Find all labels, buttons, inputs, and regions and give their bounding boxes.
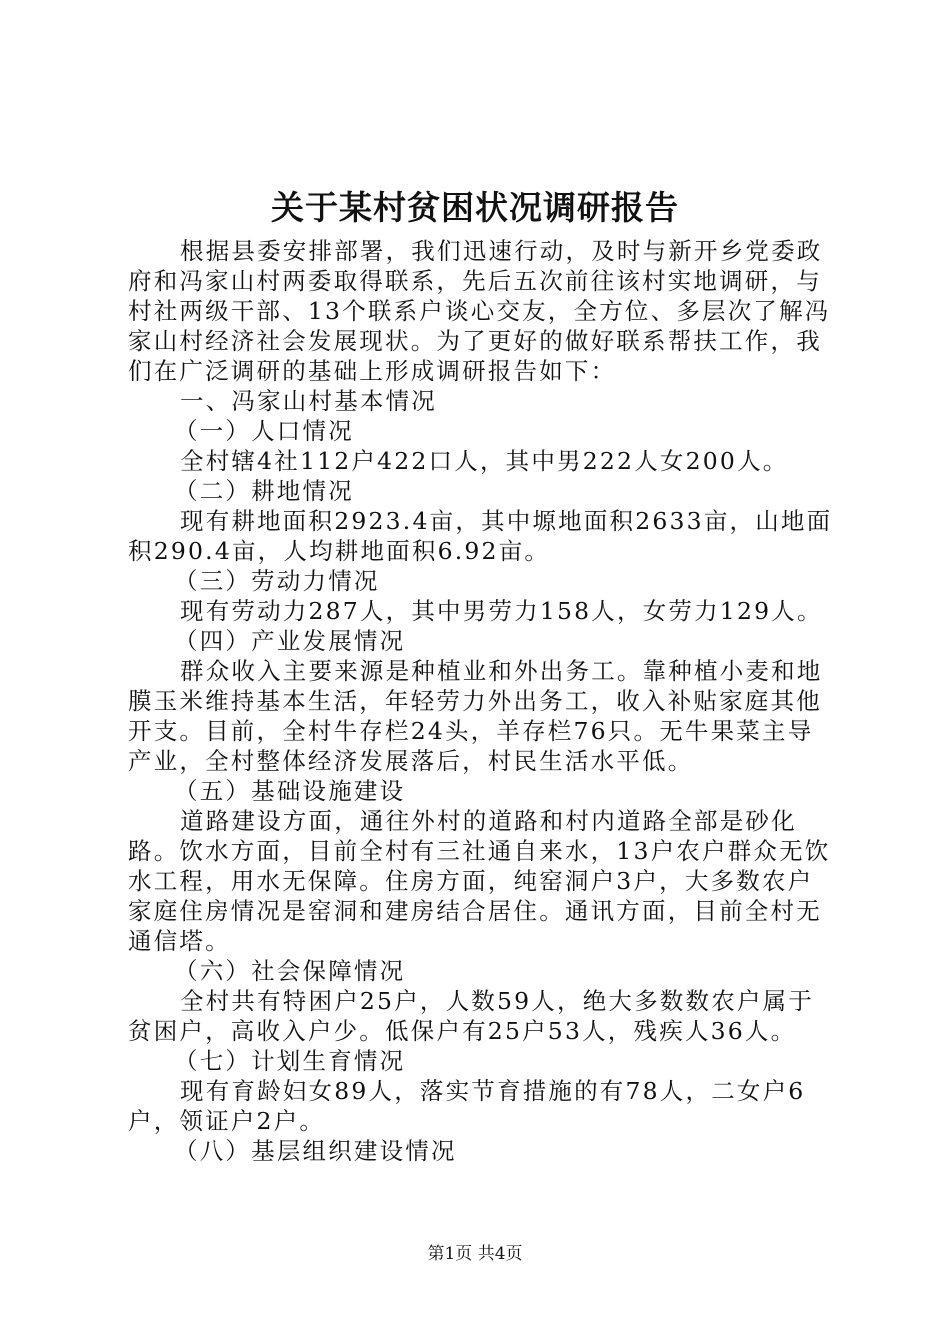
intro-paragraph: 根据县委安排部署，我们迅速行动，及时与新开乡党委政府和冯家山村两委取得联系，先后五次前往该村实地调研，与村社两级干部、13个联系户谈心交友，全方位、多层次了解冯家山村经济社会发展现状。为了更好的做好联系帮扶工作，我们在广泛调研的基础上形成调研报告如下： [128, 237, 831, 385]
subheading-industry: （四）产业发展情况 [174, 627, 406, 655]
section-heading-basic-info: 一、冯家山村基本情况 [180, 387, 437, 415]
paragraph-labor: 现有劳动力287人，其中男劳力158人，女劳力129人。 [180, 597, 823, 625]
paragraph-social-security: 全村共有特困户25户，人数59人，绝大多数数农户属于贫困户，高收入户少。低保户有25户53人，残疾人36人。 [128, 987, 815, 1045]
subheading-population: （一）人口情况 [174, 417, 354, 445]
document-body [128, 236, 833, 1166]
subheading-grassroots-org: （八）基层组织建设情况 [174, 1137, 457, 1165]
paragraph-family-planning: 现有育龄妇女89人，落实节育措施的有78人，二女户6户，领证户2户。 [128, 1077, 806, 1135]
paragraph-population: 全村辖4社112户422口人，其中男222人女200人。 [180, 447, 789, 475]
subheading-labor: （三）劳动力情况 [174, 567, 380, 595]
subheading-family-planning: （七）计划生育情况 [174, 1047, 406, 1075]
paragraph-infrastructure: 道路建设方面，通往外村的道路和村内道路全部是砂化路。饮水方面，目前全村有三社通自来水，13户农户群众无饮水工程，用水无保障。住房方面，纯窑洞户3户，大多数农户家庭住房情况是窑洞和建房结合居住。通讯方面，目前全村无通信塔。 [128, 807, 831, 955]
subheading-farmland: （二）耕地情况 [174, 477, 354, 505]
document-title: 关于某村贫困状况调研报告 [271, 188, 679, 227]
page-number-footer: 第1页 共4页 [427, 1244, 523, 1264]
paragraph-industry: 群众收入主要来源是种植业和外出务工。靠种植小麦和地膜玉米维持基本生活，年轻劳力外出务工，收入补贴家庭其他开支。目前，全村牛存栏24头，羊存栏76只。无牛果菜主导产业，全村整体经济发展落后，村民生活水平低。 [128, 657, 823, 775]
subheading-infrastructure: （五）基础设施建设 [174, 777, 406, 805]
subheading-social-security: （六）社会保障情况 [174, 957, 406, 985]
paragraph-farmland: 现有耕地面积2923.4亩，其中塬地面积2633亩，山地面积290.4亩，人均耕地面积6.92亩。 [128, 507, 833, 565]
